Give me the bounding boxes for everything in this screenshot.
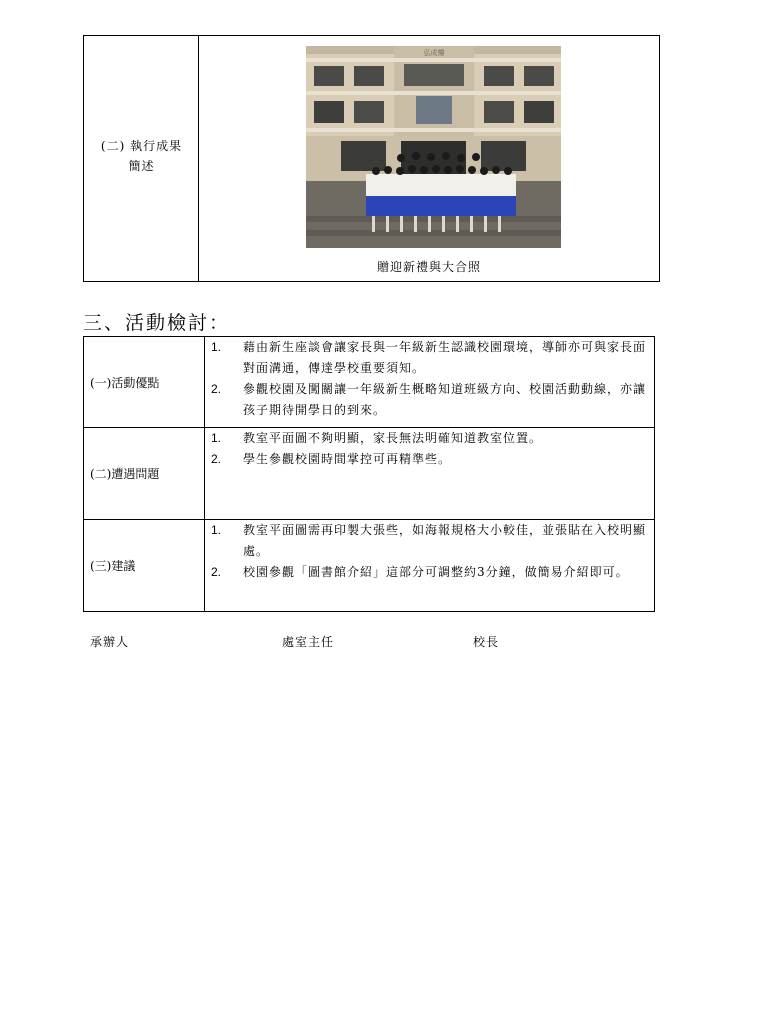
row-label: (一)活動優點 [84, 337, 205, 428]
row-content [205, 428, 655, 520]
building-sign: 弘成樓 [423, 49, 445, 57]
list-item [205, 449, 654, 470]
item-text: 參觀校園及闖關讓一年級新生概略知道班級方向、校園活動動線，亦讓孩子期待開學日的到來。 [243, 382, 647, 417]
item-number: 1. [211, 431, 222, 445]
item-number: 2. [211, 452, 222, 466]
photo-caption: 贈迎新禮與大合照 [376, 260, 481, 274]
row-content [205, 520, 655, 612]
item-number: 1. [211, 523, 222, 537]
item-text: 校園參觀「圖書館介紹」這部分可調整約3分鐘，做簡易介紹即可。 [243, 565, 629, 579]
list-item [205, 520, 654, 562]
results-label-line1: (二) 執行成果 [100, 139, 183, 153]
group-photo [306, 46, 561, 248]
list-item [205, 379, 654, 421]
item-text: 藉由新生座談會讓家長與一年級新生認識校園環境，導師亦可與家長面對面溝通，傳達學校重要須知。 [243, 340, 647, 375]
signature-principal: 校長 [473, 635, 500, 649]
signature-office-director: 處室主任 [282, 635, 335, 649]
row-content [205, 337, 655, 428]
review-row-advantages [84, 337, 655, 428]
results-label-cell [84, 36, 199, 281]
item-number: 2. [211, 565, 222, 579]
results-label-line2: 簡述 [128, 159, 155, 173]
list-item [205, 562, 654, 583]
review-table [83, 336, 655, 612]
row-label: (三)建議 [84, 520, 205, 612]
review-row-suggestions [84, 520, 655, 612]
item-text: 教室平面圖需再印製大張些，如海報規格大小較佳，並張貼在入校明顯處。 [243, 523, 647, 558]
item-text: 教室平面圖不夠明顯，家長無法明確知道教室位置。 [243, 431, 543, 445]
group-photo-image [306, 46, 561, 248]
section-heading: 三、活動檢討： [83, 312, 231, 334]
item-number: 2. [211, 382, 222, 396]
item-text: 學生參觀校園時間掌控可再精準些。 [243, 452, 452, 466]
review-row-problems [84, 428, 655, 520]
list-item [205, 337, 654, 379]
row-label: (二)遭遇問題 [84, 428, 205, 520]
item-number: 1. [211, 340, 222, 354]
results-table [83, 35, 660, 282]
signature-organizer: 承辦人 [90, 635, 130, 649]
results-label [84, 136, 199, 176]
list-item [205, 428, 654, 449]
